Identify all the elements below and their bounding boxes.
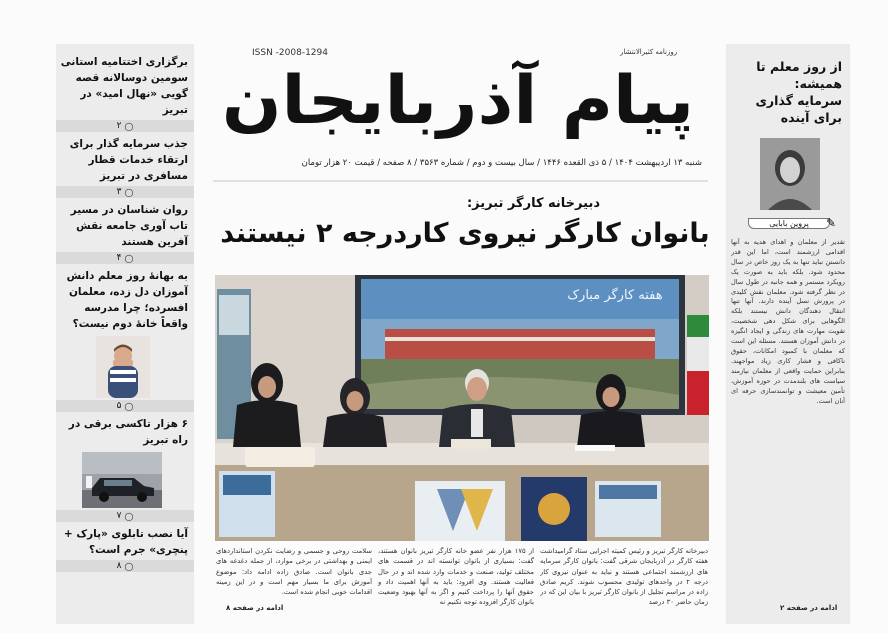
sidebar-item-title[interactable]: جذب سرمایه گذار برای ارتقاء خدمات قطار مسافری در تبریز bbox=[69, 138, 188, 182]
speech-bubble-icon: ◯ bbox=[124, 253, 134, 263]
author-name: پروین بابایی bbox=[748, 218, 830, 229]
author-photo bbox=[760, 138, 820, 210]
pen-icon: ✎ bbox=[826, 216, 837, 230]
speech-bubble-icon: ◯ bbox=[124, 121, 134, 131]
child-photo bbox=[96, 336, 150, 398]
lead-kicker: دبیرخانه کارگر تبریز: bbox=[466, 196, 600, 211]
page-ref: ◯ ۵ bbox=[56, 400, 194, 412]
dateline: شنبه ۱۳ اردیبهشت ۱۴۰۴ / ۵ ذی القعده ۱۴۴۶ / سال بیست و دوم / شماره ۳۵۶۳ / ۸ صفحه / قیمت ۲۰ هزار تومان bbox=[301, 158, 702, 168]
lead-body-col1: دبیرخانه کارگر تبریز و رئیس کمیته اجرایی ستاد گرامیداشت هفته کارگر در آذربایجان شرقی گفت: بانوان کارگر سرمایه های ارزشمند اجتماعی هستند و نباید به عنوان نیروی کار درجه ۲ در واحدهای تولیدی محسوب شوند. کریم صادق زاده در مراسم تجلیل از بانوان کارگر تبریز با بیان این که در زمان حاضر ۳۰ درصد bbox=[540, 547, 708, 607]
taxi-photo bbox=[82, 452, 162, 508]
speech-bubble-icon: ◯ bbox=[124, 187, 134, 197]
page-ref: ◯ ۲ bbox=[56, 120, 194, 132]
sidebar-item-title[interactable]: برگزاری اختتامیه استانی سومین دوسالانه قصه گویی «نهال امید» در تبریز bbox=[60, 56, 188, 116]
lead-photo bbox=[215, 275, 709, 541]
newspaper-logo: پیام آذربایجان bbox=[221, 61, 695, 139]
opinion-title[interactable]: سرمایه گذاری برای آینده bbox=[755, 93, 842, 125]
screen-banner: هفته کارگر مبارک bbox=[567, 288, 663, 303]
publication-type: روزنامه کثیرالانتشار bbox=[620, 48, 678, 56]
page-ref: ◯ ۸ bbox=[56, 560, 194, 572]
lead-body-col3: سلامت روحی و جسمی و رضایت نکردن استانداردهای ایمنی و بهداشتی در برخی موارد، از جمله دغدغه های جدی بانوان است. صادق زاده ادامه داد: موضوع آموزش برای ما بسیار مهم است و در این زمینه اقدامات خوبی انجام شده است. bbox=[216, 547, 372, 597]
divider bbox=[213, 180, 708, 182]
opinion-body: تقدیر از معلمان و اهدای هدیه به آنها اقدامی ارزشمند است، اما این قدر دانستن نباید تنها به یک روز خاص در سال محدود شود. بلکه باید به صورت یک رویکرد مستمر و همه جانبه در طول سال در نظر گرفته شود. معلمان نقش کلیدی در پرورش نسل آینده دارند. آنها تنها انتقال دهندگان دانش نیستند بلکه الگوهایی برای شکل دهی شخصیت، تقویت مهارت های زندگی و ایجاد انگیزه در دانش آموزان هستند. مسئله این است که معلمان با کمبود امکانات، حقوق ناکافی و فشار کاری زیاد مواجهند. بنابراین حمایت واقعی از معلمان نیازمند سیاست های بلندمدت در حوزه آموزش، تأمین معیشت و توانمندسازی حرفه ای آنان است. bbox=[731, 238, 845, 405]
page-ref: ◯ ۴ bbox=[56, 252, 194, 264]
speech-bubble-icon: ◯ bbox=[124, 561, 134, 571]
page-ref: ◯ ۷ bbox=[56, 510, 194, 522]
sidebar-item-title[interactable]: آیا نصب تابلوی «پارک + پنچری» جرم است؟ bbox=[63, 528, 188, 556]
lead-headline[interactable]: بانوان کارگر نیروی کاردرجه ۲ نیستند bbox=[220, 218, 710, 249]
opinion-kicker: از روز معلم تا همیشه: bbox=[756, 59, 842, 91]
speech-bubble-icon: ◯ bbox=[124, 401, 134, 411]
continue-link[interactable]: ادامه در صفحه ۲ bbox=[780, 604, 838, 612]
sidebar-item-title[interactable]: ۶ هزار تاکسی برقی در راه تبریز bbox=[68, 418, 188, 446]
issn: ISSN -2008-1294 bbox=[252, 48, 328, 58]
left-sidebar bbox=[56, 44, 194, 624]
sidebar-item-title[interactable]: روان شناسان در مسیر تاب آوری جامعه نقش آفرین هستند bbox=[70, 204, 188, 248]
lead-body-col2: از ۱۷۵ هزار نفر عضو خانه کارگر تبریز بانوان هستند، گفت: بسیاری از بانوان توانسته اند در قسمت های مختلف تولید، صنعت و خدمات وارد شده اند و در حال فعالیت هستند. وی افزود: باید به آنها اهمیت داد و حقوق آنها را پرداخت کنیم و اگر به آنها بهبود وضعیت بانوان کارگر افزوده توجه نکنیم نه bbox=[378, 547, 534, 607]
speech-bubble-icon: ◯ bbox=[124, 511, 134, 521]
continue-link[interactable]: ادامه در صفحه ۸ bbox=[226, 604, 284, 612]
page-ref: ◯ ۳ bbox=[56, 186, 194, 198]
sidebar-item-title[interactable]: به بهانهٔ روز معلم دانش آموزان دل زده، معلمان افسرده؛ چرا مدرسه واقعاً خانهٔ دوم نیست؟ bbox=[66, 270, 188, 330]
